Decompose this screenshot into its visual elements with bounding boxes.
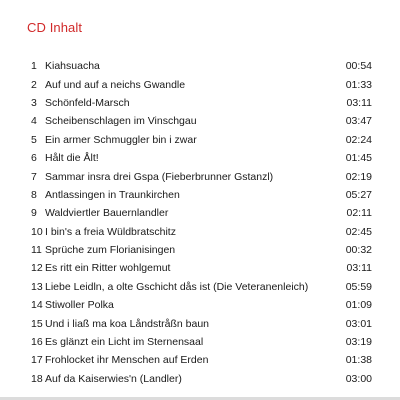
track-number: 3 (31, 96, 37, 109)
track-duration: 01:38 (345, 354, 372, 367)
track-title: Sprüche zum Florianisingen (45, 244, 176, 257)
track-title: Es glänzt ein Licht im Sternensaal (45, 336, 204, 349)
track-title: Schönfeld-Marsch (45, 96, 130, 109)
track-number: 18 (31, 372, 43, 385)
track-title: Waldviertler Bauernlandler (45, 207, 169, 220)
track-duration: 02:11 (346, 207, 372, 220)
track-number: 14 (31, 299, 43, 312)
track-row (31, 370, 372, 388)
track-row (31, 241, 372, 259)
track-number: 11 (31, 244, 42, 257)
track-duration: 02:19 (345, 170, 372, 183)
track-title: Liebe Leidln, a olte Gschicht dås ist (Die Veteranenleich) (45, 280, 309, 293)
track-number: 9 (31, 207, 37, 220)
track-row (31, 57, 372, 75)
track-number: 15 (31, 317, 43, 330)
track-number: 13 (31, 280, 43, 293)
track-duration: 01:45 (345, 152, 372, 165)
track-title: Es ritt ein Ritter wohlgemut (45, 262, 171, 275)
track-row (31, 167, 372, 185)
track-duration: 03:00 (345, 372, 372, 385)
track-row (31, 278, 372, 296)
track-title: Auf und auf a neichs Gwandle (45, 78, 186, 91)
track-number: 10 (31, 225, 43, 238)
track-number: 6 (31, 152, 37, 165)
track-row (31, 296, 372, 314)
track-row (31, 314, 372, 332)
track-title: Kiahsuacha (45, 60, 100, 73)
track-title: Und i liaß ma koa Låndstråßn baun (45, 317, 210, 330)
track-title: Stiwoller Polka (45, 299, 114, 312)
track-title: Antlassingen in Traunkirchen (45, 188, 180, 201)
track-row (31, 131, 372, 149)
track-number: 12 (31, 262, 43, 275)
track-duration: 03:11 (346, 262, 372, 275)
track-title: I bin's a freia Wüldbratschitz (45, 225, 176, 238)
track-title: Sammar insra drei Gspa (Fieberbrunner Gstanzl) (45, 170, 274, 183)
track-row (31, 186, 372, 204)
track-row (31, 259, 372, 277)
track-list (31, 57, 372, 388)
track-row (31, 223, 372, 241)
track-row (31, 204, 372, 222)
track-number: 2 (31, 78, 37, 91)
track-duration: 03:01 (345, 317, 372, 330)
track-number: 7 (31, 170, 37, 183)
track-title: Auf da Kaiserwies'n (Landler) (45, 372, 182, 385)
track-title: Scheibenschlagen im Vinschgau (45, 115, 197, 128)
track-duration: 01:33 (345, 78, 372, 91)
track-title: Ein armer Schmuggler bin i zwar (45, 133, 197, 146)
track-title: Hålt die Ålt! (45, 152, 99, 165)
track-duration: 00:32 (345, 244, 372, 257)
track-number: 5 (31, 133, 37, 146)
track-row (31, 351, 372, 369)
track-number: 4 (31, 115, 37, 128)
track-row (31, 75, 372, 93)
track-number: 8 (31, 188, 37, 201)
track-duration: 02:45 (345, 225, 372, 238)
track-duration: 03:11 (346, 96, 372, 109)
track-duration: 00:54 (345, 60, 372, 73)
track-row (31, 149, 372, 167)
track-duration: 01:09 (345, 299, 372, 312)
page-title: CD Inhalt (27, 20, 83, 35)
track-duration: 03:47 (345, 115, 372, 128)
track-duration: 03:19 (345, 336, 372, 349)
track-duration: 05:27 (345, 188, 372, 201)
track-row (31, 94, 372, 112)
track-number: 1 (31, 60, 37, 73)
track-row (31, 333, 372, 351)
track-number: 17 (31, 354, 43, 367)
track-title: Frohlocket ihr Menschen auf Erden (45, 354, 209, 367)
track-duration: 05:59 (345, 280, 372, 293)
track-row (31, 112, 372, 130)
track-duration: 02:24 (345, 133, 372, 146)
track-number: 16 (31, 336, 43, 349)
